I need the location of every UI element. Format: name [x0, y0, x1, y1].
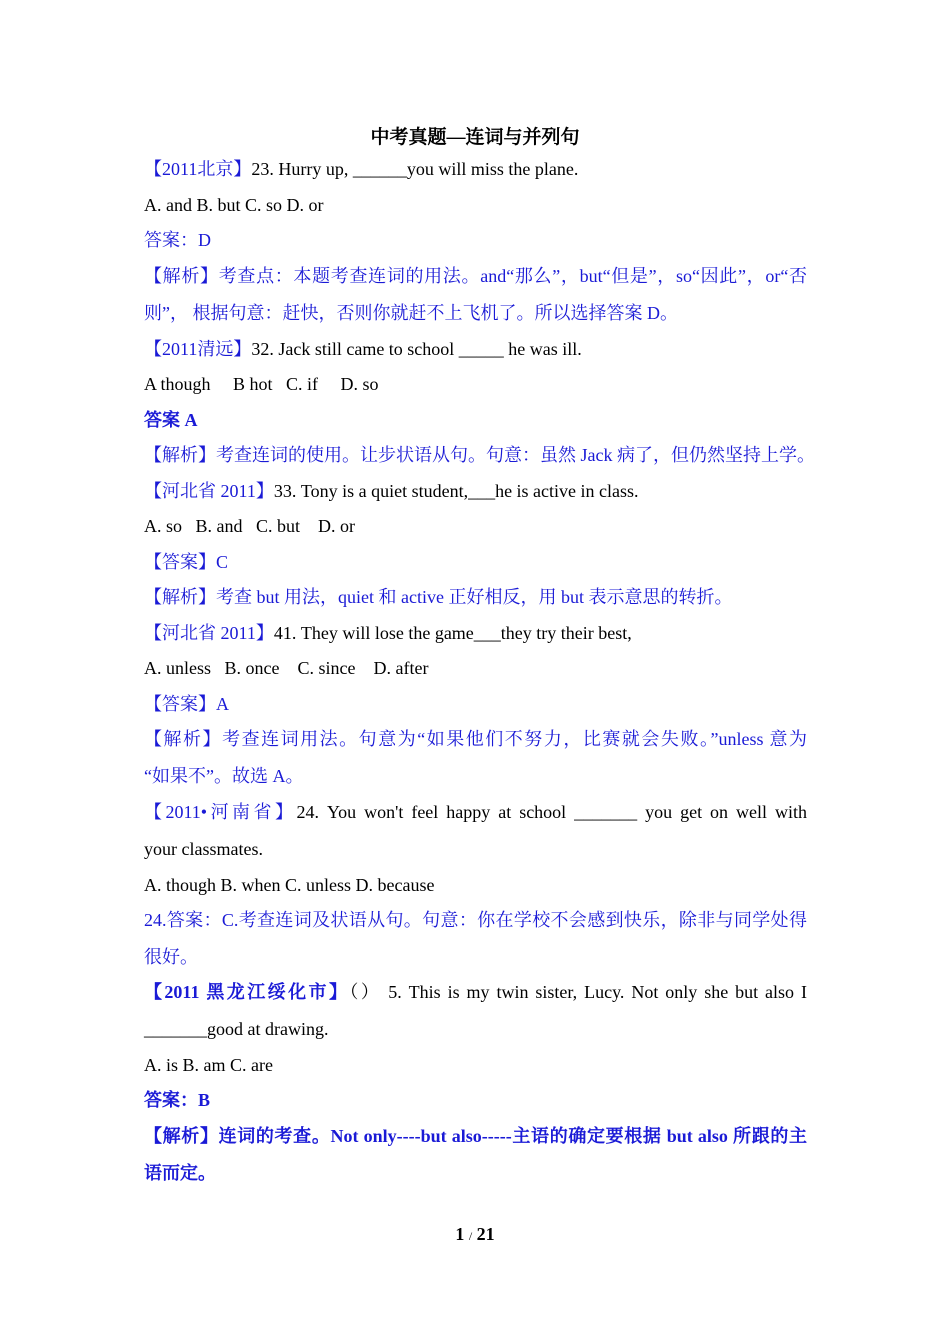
- question-5-source: 【2011•河南省】: [144, 802, 297, 822]
- question-1-analysis-line1: 【解析】考查点：本题考查连词的用法。and“那么”，but“但是”，so“因此”，or“否: [144, 266, 807, 286]
- question-4-analysis-line1: 【解析】考查连词用法。句意为“如果他们不努力，比赛就会失败。”unless 意为: [144, 729, 807, 749]
- question-4-options: A. unless B. once C. since D. after: [144, 658, 429, 678]
- question-2-stem: 32. Jack still came to school _____ he was ill.: [251, 339, 582, 359]
- question-2: [144, 337, 807, 361]
- question-4: [144, 621, 807, 645]
- question-1-stem: 23. Hurry up, ______you will miss the plane.: [251, 159, 579, 179]
- question-4-source: 【河北省 2011】: [144, 623, 274, 643]
- question-6: [144, 980, 807, 1004]
- question-3: [144, 479, 807, 503]
- question-2-options: A though B hot C. if D. so: [144, 374, 379, 394]
- question-1: [144, 157, 807, 181]
- question-2-source: 【2011清远】: [144, 339, 252, 359]
- question-4-analysis-line2: “如果不”。故选 A。: [144, 766, 304, 786]
- page-number: [0, 1224, 950, 1245]
- question-6-stem-line2: _______good at drawing.: [144, 1019, 329, 1039]
- question-5-options: A. though B. when C. unless D. because: [144, 875, 435, 895]
- question-3-options: A. so B. and C. but D. or: [144, 516, 355, 536]
- question-5-stem-line2: your classmates.: [144, 839, 263, 859]
- question-1-analysis-line2: 则”， 根据句意：赶快，否则你就赶不上飞机了。所以选择答案 D。: [144, 303, 678, 323]
- question-5-stem-line1: 24. You won't feel happy at school _______ you get on well with: [296, 802, 807, 822]
- question-3-source: 【河北省 2011】: [144, 481, 274, 501]
- question-2-answer: 答案 A: [144, 410, 198, 430]
- page-separator: /: [468, 1229, 473, 1243]
- question-1-source: 【2011北京】: [144, 159, 252, 179]
- question-1-answer: 答案：D: [144, 230, 211, 250]
- question-6-options: A. is B. am C. are: [144, 1055, 273, 1075]
- question-4-answer: 【答案】A: [144, 694, 229, 714]
- question-3-analysis: 【解析】考查 but 用法，quiet 和 active 正好相反，用 but 表示意思的转折。: [144, 587, 733, 607]
- question-3-answer: 【答案】C: [144, 552, 229, 572]
- page-total: 21: [476, 1224, 495, 1244]
- question-1-options: A. and B. but C. so D. or: [144, 195, 324, 215]
- question-6-source: 【2011 黑龙江绥化市】: [144, 982, 350, 1002]
- page-title: 中考真题—连词与并列句: [370, 127, 580, 148]
- question-2-analysis: 【解析】考查连词的使用。让步状语从句。句意：虽然 Jack 病了，但仍然坚持上学。: [144, 445, 815, 465]
- page-current: 1: [455, 1224, 465, 1244]
- question-3-stem: 33. Tony is a quiet student,___he is active in class.: [273, 481, 639, 501]
- question-6-stem-line1: （） 5. This is my twin sister, Lucy. Not only she but also I: [349, 982, 807, 1002]
- question-5-answer-line2: 很好。: [144, 947, 198, 967]
- question-5-answer-line1: 24.答案：C.考查连词及状语从句。句意：你在学校不会感到快乐，除非与同学处得: [144, 910, 807, 930]
- question-4-stem: 41. They will lose the game___they try their best,: [273, 623, 632, 643]
- question-6-answer: 答案：B: [144, 1090, 211, 1110]
- question-5: [144, 800, 807, 824]
- question-6-analysis-line1: 【解析】连词的考查。Not only----but also-----主语的确定要根据 but also 所跟的主: [144, 1126, 807, 1146]
- question-6-analysis-line2: 语而定。: [144, 1163, 216, 1183]
